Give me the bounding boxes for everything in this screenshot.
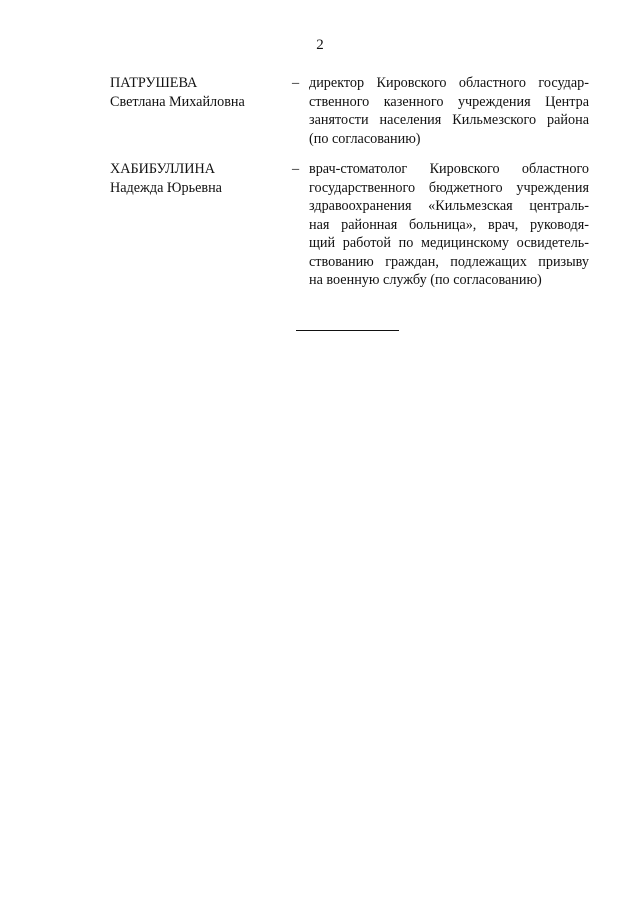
description-line: щий работой по медицинскому освидетель- <box>309 235 589 251</box>
description-line: государственного бюджетного учреждения <box>309 179 589 196</box>
end-of-list-rule <box>296 330 399 331</box>
description-line: здравоохранения «Кильмезская централь- <box>309 198 589 214</box>
member-given-names: Светлана Михайловна <box>110 93 245 110</box>
member-position-description <box>309 160 589 290</box>
member-position-description <box>309 74 589 148</box>
member-surname: ПАТРУШЕВА <box>110 75 198 91</box>
description-line: ственного казенного учреждения Центра <box>309 93 589 110</box>
member-given-names: Надежда Юрьевна <box>110 179 222 196</box>
member-name <box>110 160 280 197</box>
member-surname: ХАБИБУЛЛИНА <box>110 161 215 177</box>
description-line: (по согласованию) <box>309 130 421 147</box>
description-line: директор Кировского областного государ- <box>309 75 589 91</box>
description-line: ная районная больница», врач, руководя- <box>309 216 589 233</box>
description-line: на военную службу (по согласованию) <box>309 272 542 288</box>
description-line: ствованию граждан, подлежащих призыву <box>309 253 589 270</box>
entry-dash: – <box>292 161 300 177</box>
description-line: занятости населения Кильмезского района <box>309 112 589 128</box>
page-number: 2 <box>316 37 324 53</box>
description-line: врач-стоматолог Кировского областного <box>309 161 589 177</box>
entry-dash: – <box>292 75 300 91</box>
member-name <box>110 74 280 111</box>
